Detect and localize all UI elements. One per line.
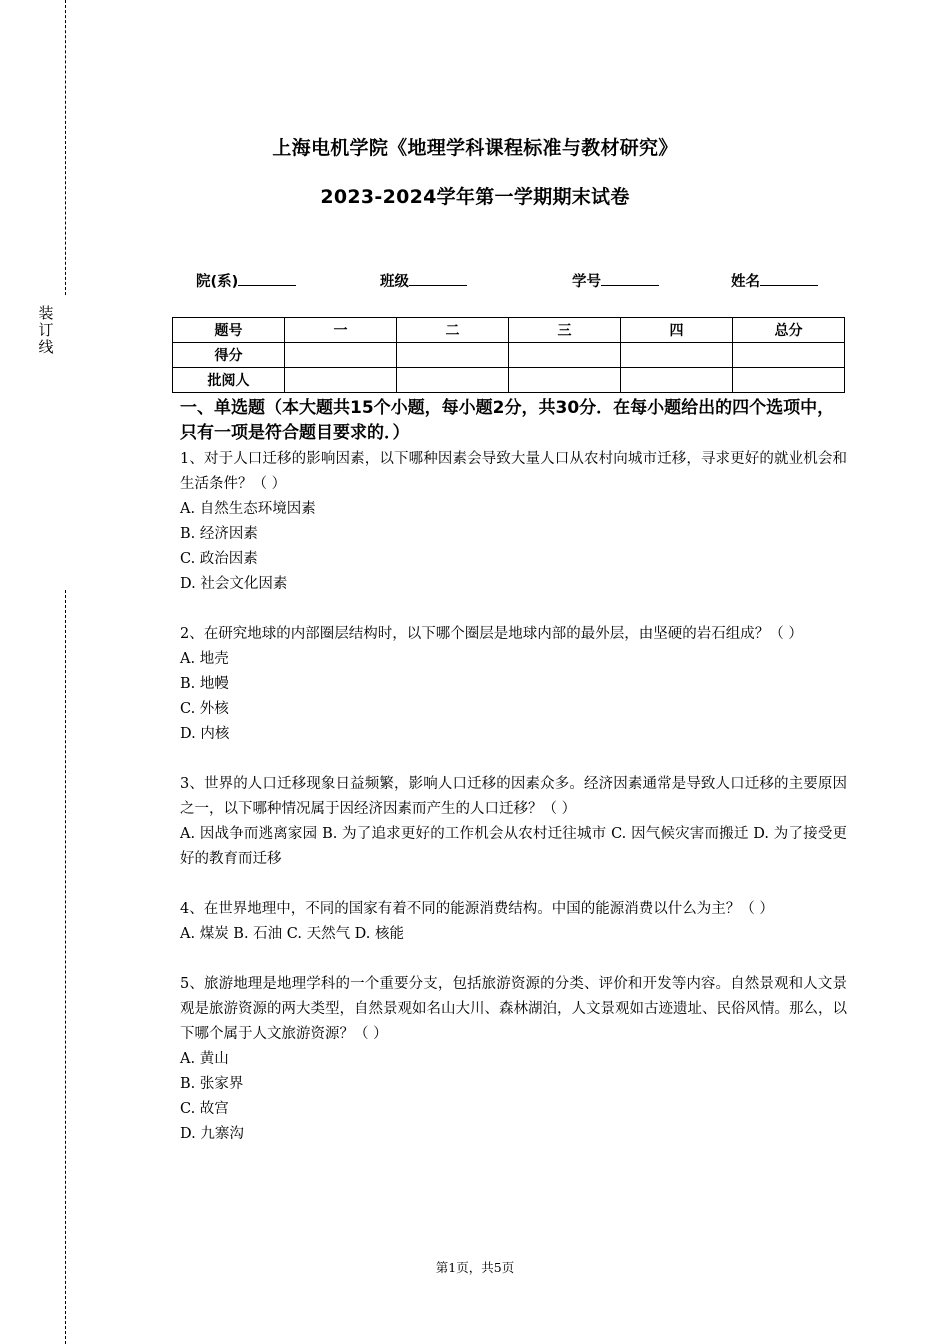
score-cell[interactable] [285, 343, 397, 368]
option-a[interactable]: A. 自然生态环境因素 [180, 501, 316, 517]
question-text: 2、在研究地球的内部圈层结构时，以下哪个圈层是地球内部的最外层，由坚硬的岩石组成？（ ） [180, 626, 803, 642]
student-id-field[interactable] [572, 270, 659, 291]
name-blank[interactable] [760, 271, 818, 286]
dept-blank[interactable] [238, 271, 296, 286]
question-1 [180, 447, 847, 597]
score-table-header-cell: 三 [509, 318, 621, 343]
student-id-blank[interactable] [601, 271, 659, 286]
grader-cell[interactable] [285, 368, 397, 393]
question-text: 1、对于人口迁移的影响因素，以下哪种因素会导致大量人口从农村向城市迁移，寻求更好的就业机会和生活条件？（ ） [180, 451, 847, 492]
inline-options[interactable]: A. 煤炭 B. 石油 C. 天然气 D. 核能 [180, 926, 405, 942]
score-row-label: 得分 [173, 343, 285, 368]
binding-char: 线 [38, 338, 54, 356]
dept-field[interactable] [196, 270, 296, 291]
score-table-header-cell: 总分 [733, 318, 845, 343]
score-table-header-cell: 四 [621, 318, 733, 343]
name-label: 姓名 [731, 274, 760, 290]
score-table-header-cell: 题号 [173, 318, 285, 343]
option-d[interactable]: D. 内核 [180, 726, 230, 742]
class-field[interactable] [380, 270, 467, 291]
option-d[interactable]: D. 社会文化因素 [180, 576, 288, 592]
inline-options[interactable]: A. 因战争而逃离家园 B. 为了追求更好的工作机会从农村迁往城市 C. 因气候灾害而搬迁 D. 为了接受更好的教育而迁移 [180, 826, 847, 867]
question-text: 4、在世界地理中，不同的国家有着不同的能源消费结构。中国的能源消费以什么为主？（ ） [180, 901, 774, 917]
spacer [180, 947, 847, 972]
page-number: 第1页，共5页 [435, 1260, 515, 1275]
score-cell[interactable] [397, 343, 509, 368]
binding-char: 订 [38, 321, 54, 339]
spacer [180, 872, 847, 897]
option-a[interactable]: A. 黄山 [180, 1051, 229, 1067]
option-d[interactable]: D. 九寨沟 [180, 1126, 244, 1142]
score-table-row [173, 368, 845, 393]
score-table [172, 317, 845, 393]
question-4 [180, 897, 847, 947]
score-cell[interactable] [733, 343, 845, 368]
option-c[interactable]: C. 故宫 [180, 1101, 229, 1117]
score-table-header-cell: 二 [397, 318, 509, 343]
student-id-label: 学号 [572, 274, 601, 290]
class-label: 班级 [380, 274, 409, 290]
grader-cell[interactable] [509, 368, 621, 393]
spacer [180, 747, 847, 772]
grader-cell[interactable] [733, 368, 845, 393]
question-3 [180, 772, 847, 872]
binding-label [37, 305, 55, 356]
option-b[interactable]: B. 经济因素 [180, 526, 258, 542]
spacer [180, 597, 847, 622]
grader-row-label: 批阅人 [173, 368, 285, 393]
exam-content [180, 396, 847, 1147]
score-cell[interactable] [509, 343, 621, 368]
exam-subtitle: 2023-2024学年第一学期期末试卷 [320, 186, 630, 208]
score-table-header-cell: 一 [285, 318, 397, 343]
question-5 [180, 972, 847, 1147]
question-text: 3、世界的人口迁移现象日益频繁，影响人口迁移的因素众多。经济因素通常是导致人口迁移的主要原因之一，以下哪种情况属于因经济因素而产生的人口迁移？（ ） [180, 776, 847, 817]
binding-char: 装 [38, 304, 54, 322]
score-cell[interactable] [621, 343, 733, 368]
binding-dashed-line-bottom [65, 590, 66, 1344]
name-field[interactable] [731, 270, 818, 291]
score-table-header-row [173, 318, 845, 343]
score-table-row [173, 343, 845, 368]
exam-title: 上海电机学院《地理学科课程标准与教材研究》 [272, 137, 678, 159]
option-b[interactable]: B. 张家界 [180, 1076, 244, 1092]
dept-label: 院(系) [196, 274, 239, 290]
class-blank[interactable] [409, 271, 467, 286]
question-text: 5、旅游地理是地理学科的一个重要分支，包括旅游资源的分类、评价和开发等内容。自然景观和人文景观是旅游资源的两大类型，自然景观如名山大川、森林湖泊，人文景观如古迹遗址、民俗风情。那么，以下哪个属于人文旅游资源？（ ） [180, 976, 847, 1042]
grader-cell[interactable] [621, 368, 733, 393]
option-a[interactable]: A. 地壳 [180, 651, 229, 667]
option-b[interactable]: B. 地幔 [180, 676, 229, 692]
option-c[interactable]: C. 政治因素 [180, 551, 258, 567]
grader-cell[interactable] [397, 368, 509, 393]
question-2 [180, 622, 847, 747]
option-c[interactable]: C. 外核 [180, 701, 229, 717]
section-heading: 一、单选题（本大题共15个小题，每小题2分，共30分．在每小题给出的四个选项中，只有一项是符合题目要求的．） [180, 398, 835, 443]
